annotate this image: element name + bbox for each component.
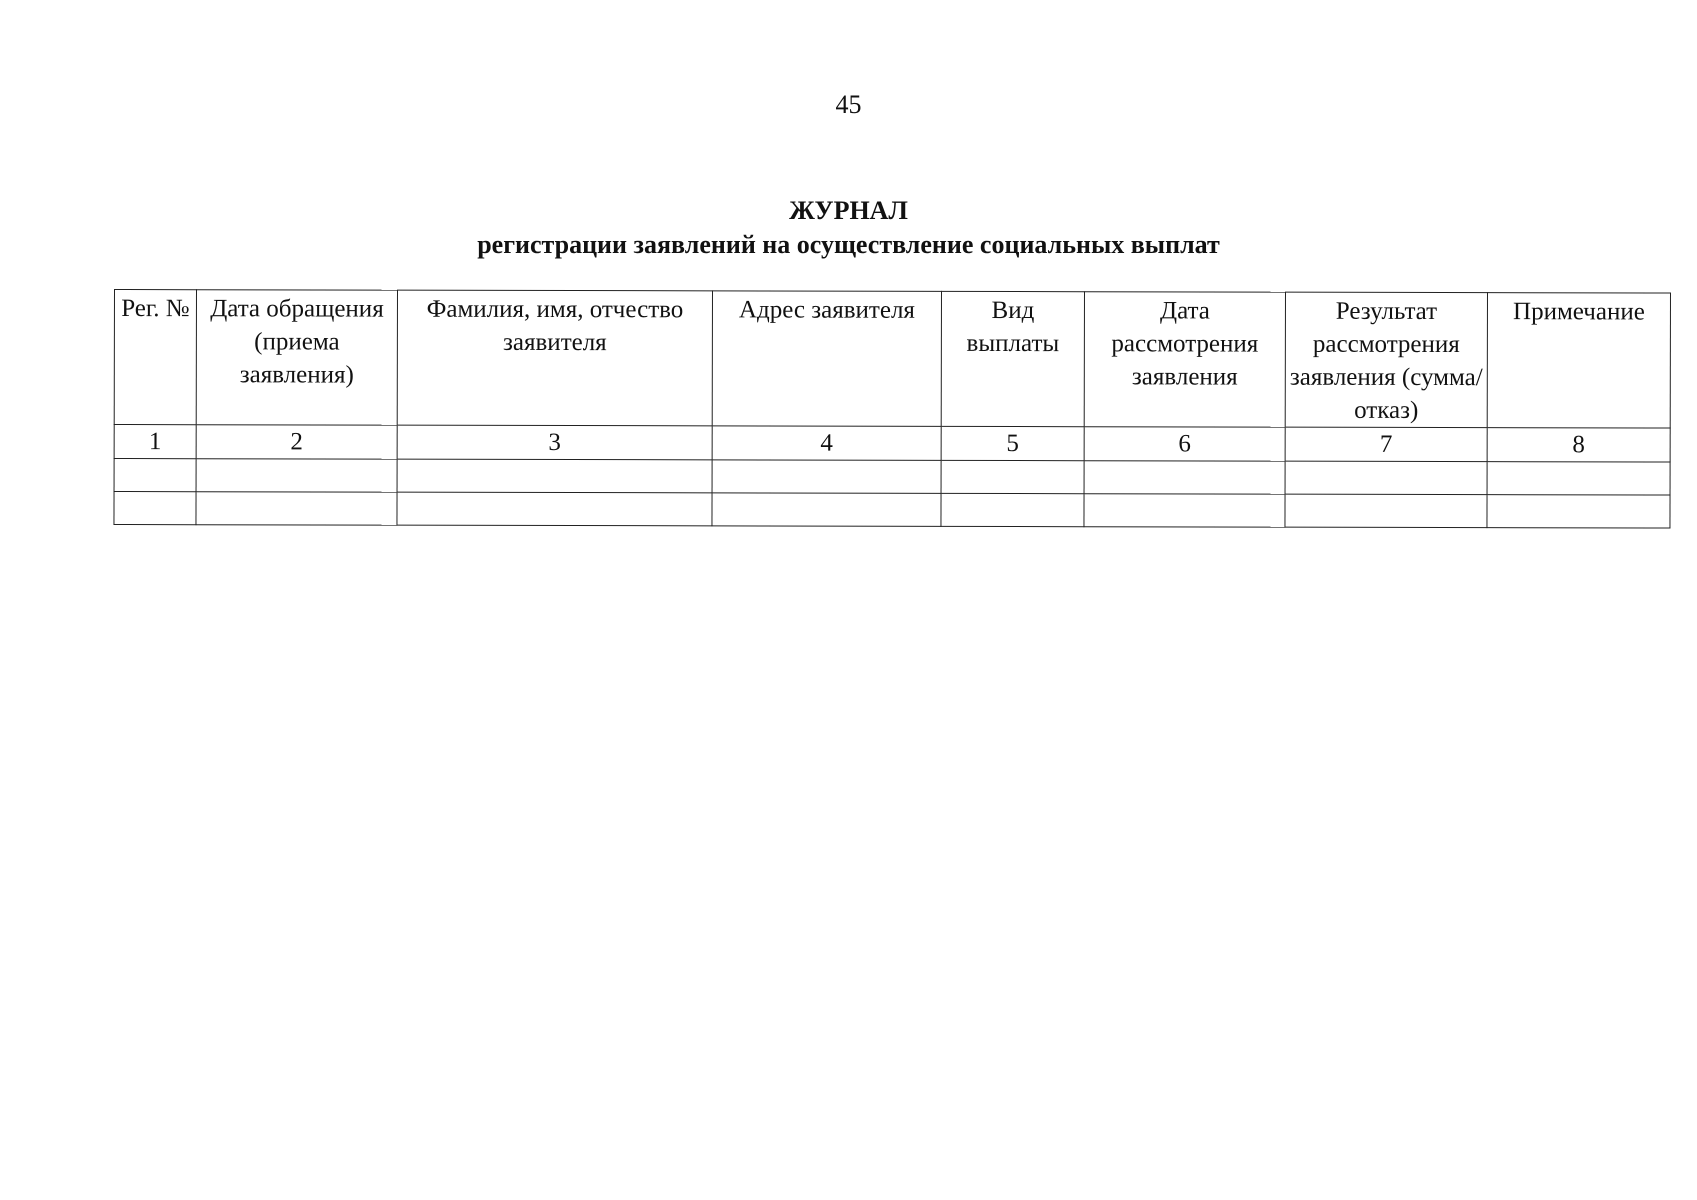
table-row [114, 459, 1670, 496]
header-row [114, 290, 1670, 429]
header-payment-type: Вид выплаты [941, 291, 1084, 426]
table-cell [1084, 461, 1285, 494]
page-number: 45 [835, 90, 862, 119]
column-number-row [114, 425, 1670, 463]
column-number: 6 [1084, 427, 1285, 461]
table-cell [1487, 462, 1670, 495]
table-cell [941, 493, 1084, 526]
column-number: 8 [1487, 428, 1670, 462]
header-applicant-name: Фамилия, имя, отчество заявителя [397, 290, 712, 426]
table-cell [114, 492, 196, 525]
column-number: 5 [941, 426, 1084, 460]
registration-journal-table [113, 289, 1671, 529]
table-cell [397, 459, 712, 493]
table-cell [712, 493, 941, 527]
header-application-date: Дата обращения (приема заявления) [196, 290, 397, 425]
table-cell [114, 459, 196, 492]
document-title: ЖУРНАЛ [789, 196, 908, 225]
table-cell [1285, 461, 1487, 494]
header-note: Примечание [1487, 293, 1670, 428]
table-row [114, 492, 1670, 529]
table-cell [1084, 494, 1285, 527]
header-reg-number: Рег. № [114, 290, 196, 425]
column-number: 1 [114, 425, 196, 459]
header-review-date: Дата рассмотрения заявления [1084, 292, 1285, 427]
header-applicant-address: Адрес заявителя [712, 291, 941, 427]
header-review-result: Результат рассмотрения заявления (сумма/отказ) [1285, 292, 1487, 427]
column-number: 7 [1285, 427, 1487, 461]
table-cell [1487, 495, 1670, 528]
column-number: 4 [712, 426, 941, 461]
table-cell [196, 459, 397, 492]
column-number: 3 [397, 425, 712, 460]
table-cell [1285, 494, 1487, 527]
column-number: 2 [196, 425, 397, 459]
table-cell [397, 492, 712, 526]
document-subtitle: регистрации заявлений на осуществление социальных выплат [477, 230, 1220, 259]
table-cell [941, 460, 1084, 493]
table-cell [196, 492, 397, 525]
table-cell [712, 460, 941, 494]
